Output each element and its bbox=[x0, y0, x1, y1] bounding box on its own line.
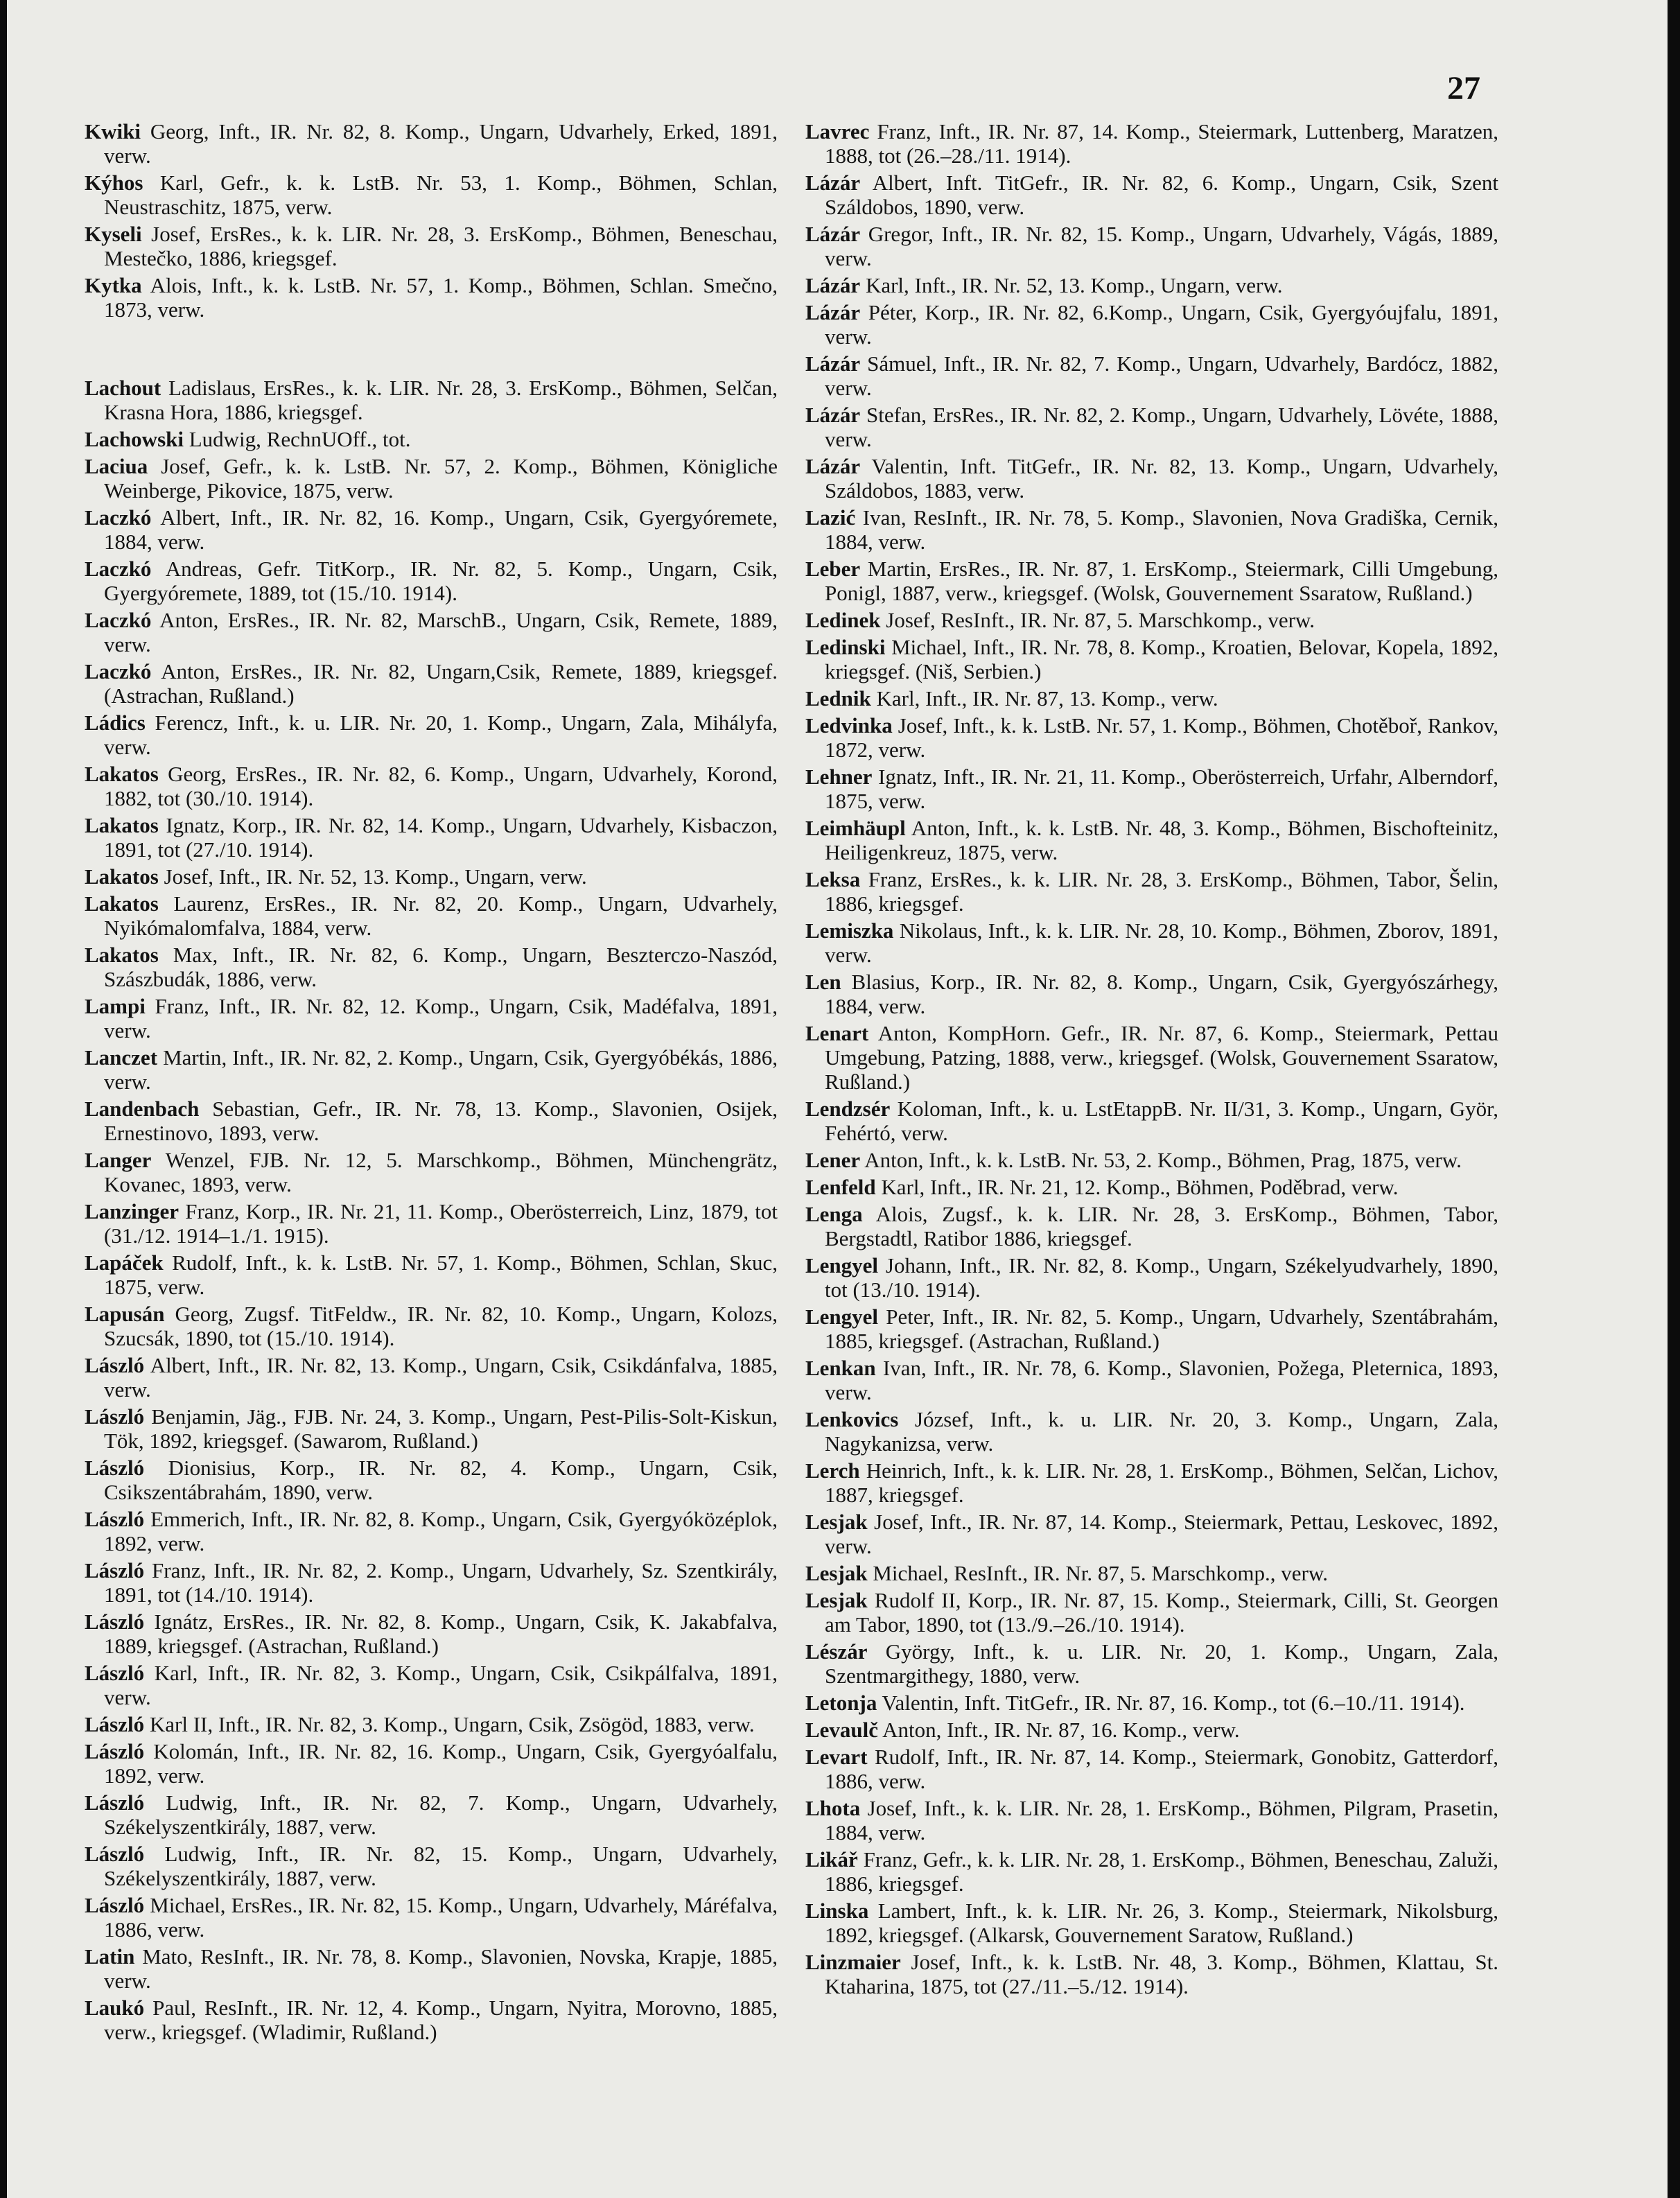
entry-surname: Lázár bbox=[805, 403, 861, 427]
entry-details: Ivan, Inft., IR. Nr. 78, 6. Komp., Slavonien, Požega, Pleternica, 1893, verw. bbox=[825, 1356, 1498, 1404]
register-entry bbox=[805, 867, 1498, 916]
entry-surname: Lenga bbox=[805, 1202, 863, 1226]
register-entry bbox=[85, 222, 778, 270]
register-entry bbox=[85, 1842, 778, 1890]
entry-surname: Lednik bbox=[805, 686, 871, 710]
entry-details: Valentin, Inft. TitGefr., IR. Nr. 87, 16. Komp., tot (6.–10./11. 1914). bbox=[882, 1691, 1465, 1715]
entry-surname: Ledvinka bbox=[805, 713, 893, 738]
register-entry bbox=[805, 635, 1498, 683]
section-gap bbox=[85, 324, 778, 376]
register-entry bbox=[85, 1097, 778, 1145]
entry-details: Johann, Inft., IR. Nr. 82, 8. Komp., Ungarn, Székelyudvarhely, 1890, tot (13./10. 1914). bbox=[825, 1253, 1499, 1302]
entry-details: Karl, Gefr., k. k. LstB. Nr. 53, 1. Komp., Böhmen, Schlan, Neustraschitz, 1875, verw. bbox=[104, 171, 778, 219]
register-entry bbox=[805, 1588, 1498, 1637]
entry-details: Martin, Inft., IR. Nr. 82, 2. Komp., Ungarn, Csik, Gyergyóbékás, 1886, verw. bbox=[104, 1045, 778, 1094]
entry-surname: Ledinek bbox=[805, 608, 881, 632]
entry-details: Kolomán, Inft., IR. Nr. 82, 16. Komp., Ungarn, Csik, Gyergyóalfalu, 1892, verw. bbox=[104, 1739, 778, 1788]
register-entry bbox=[805, 1097, 1498, 1145]
register-entry bbox=[805, 765, 1498, 813]
register-entry bbox=[85, 505, 778, 554]
register-entry bbox=[805, 816, 1498, 864]
entry-details: Franz, Inft., IR. Nr. 82, 2. Komp., Ungarn, Udvarhely, Sz. Szentkirály, 1891, tot (14./10. 1914). bbox=[104, 1558, 778, 1607]
entry-surname: Kyseli bbox=[85, 222, 142, 246]
entry-surname: Linska bbox=[805, 1899, 869, 1923]
entry-surname: László bbox=[85, 1456, 145, 1480]
left-column bbox=[85, 119, 778, 2047]
register-entry bbox=[805, 1148, 1498, 1172]
register-entry bbox=[85, 710, 778, 759]
entry-details: Alois, Zugsf., k. k. LIR. Nr. 28, 3. ErsKomp., Böhmen, Tabor, Bergstadtl, Ratibor 1886, kriegsgef. bbox=[825, 1202, 1498, 1250]
register-entry bbox=[805, 1561, 1498, 1585]
entry-surname: Kýhos bbox=[85, 171, 143, 195]
entry-surname: Lakatos bbox=[85, 864, 159, 889]
entry-surname: Lemiszka bbox=[805, 918, 894, 943]
entry-details: Rudolf, Inft., IR. Nr. 87, 14. Komp., Steiermark, Gonobitz, Gatterdorf, 1886, verw. bbox=[825, 1745, 1498, 1793]
entry-surname: Lanzinger bbox=[85, 1199, 180, 1223]
entry-surname: Lázár bbox=[805, 273, 861, 297]
entry-surname: Len bbox=[805, 970, 841, 994]
entry-details: Josef, Gefr., k. k. LstB. Nr. 57, 2. Komp., Böhmen, Königliche Weinberge, Pikovice, 1875, verw. bbox=[104, 454, 778, 503]
register-entry bbox=[805, 686, 1498, 710]
entry-surname: Lázár bbox=[805, 222, 861, 246]
entry-details: Ivan, ResInft., IR. Nr. 78, 5. Komp., Slavonien, Nova Gradiška, Cernik, 1884, verw. bbox=[825, 505, 1498, 554]
entry-surname: Lázár bbox=[805, 454, 861, 478]
entry-details: Blasius, Korp., IR. Nr. 82, 8. Komp., Ungarn, Csik, Gyergyószárhegy, 1884, verw. bbox=[825, 970, 1498, 1018]
register-entry bbox=[85, 1507, 778, 1555]
entry-details: Ignátz, ErsRes., IR. Nr. 82, 8. Komp., Ungarn, Csik, K. Jakabfalva, 1889, kriegsgef. (Astrachan, Rußland.) bbox=[104, 1610, 778, 1658]
entry-details: Rudolf II, Korp., IR. Nr. 87, 15. Komp., Steiermark, Cilli, St. Georgen am Tabor, 1890, tot (13./9.–26./10. 1914). bbox=[825, 1588, 1499, 1637]
register-entry bbox=[85, 1996, 778, 2044]
register-entry bbox=[805, 557, 1498, 605]
entry-surname: Laczkó bbox=[85, 557, 152, 581]
entry-surname: László bbox=[85, 1842, 145, 1866]
entry-surname: Latin bbox=[85, 1944, 135, 1969]
entry-surname: Lenkovics bbox=[805, 1407, 899, 1431]
entry-details: Alois, Inft., k. k. LstB. Nr. 57, 1. Komp., Böhmen, Schlan. Smečno, 1873, verw. bbox=[104, 273, 778, 322]
entry-details: Lambert, Inft., k. k. LIR. Nr. 26, 3. Komp., Steiermark, Nikolsburg, 1892, kriegsgef. (Alkarsk, Gouvernement Saratow, Rußland.) bbox=[825, 1899, 1498, 1947]
entry-details: Anton, Inft., k. k. LstB. Nr. 53, 2. Komp., Böhmen, Prag, 1875, verw. bbox=[864, 1148, 1462, 1172]
register-entry bbox=[85, 1558, 778, 1607]
entry-surname: Lapáček bbox=[85, 1250, 164, 1275]
entry-surname: Lehner bbox=[805, 765, 873, 789]
entry-surname: Levaulč bbox=[805, 1718, 879, 1742]
register-entry bbox=[85, 608, 778, 656]
entry-surname: Letonja bbox=[805, 1691, 877, 1715]
entry-surname: Lesjak bbox=[805, 1588, 868, 1612]
register-entry bbox=[85, 891, 778, 940]
entry-surname: Lakatos bbox=[85, 891, 159, 916]
entry-surname: László bbox=[85, 1893, 145, 1917]
register-entry bbox=[85, 659, 778, 708]
entry-details: Michael, ResInft., IR. Nr. 87, 5. Marschkomp., verw. bbox=[873, 1561, 1328, 1585]
entry-surname: Ládics bbox=[85, 710, 146, 735]
entry-surname: Kwiki bbox=[85, 119, 141, 143]
entry-surname: László bbox=[85, 1558, 145, 1582]
register-entry bbox=[805, 1510, 1498, 1558]
entry-details: Georg, ErsRes., IR. Nr. 82, 6. Komp., Ungarn, Udvarhely, Korond, 1882, tot (30./10. 1914). bbox=[104, 762, 778, 810]
register-entry bbox=[805, 918, 1498, 967]
register-entry bbox=[85, 1739, 778, 1788]
register-entry bbox=[805, 1718, 1498, 1742]
entry-details: Ignatz, Korp., IR. Nr. 82, 14. Komp., Ungarn, Udvarhely, Kisbaczon, 1891, tot (27./10. 1914). bbox=[104, 813, 778, 862]
entry-details: Michael, Inft., IR. Nr. 78, 8. Komp., Kroatien, Belovar, Kopela, 1892, kriegsgef. (Niš, Serbien.) bbox=[825, 635, 1498, 683]
register-entry bbox=[85, 171, 778, 219]
entry-details: Josef, ResInft., IR. Nr. 87, 5. Marschkomp., verw. bbox=[886, 608, 1315, 632]
entry-surname: Lázár bbox=[805, 300, 861, 324]
entry-details: Michael, ErsRes., IR. Nr. 82, 15. Komp., Ungarn, Udvarhely, Máréfalva, 1886, verw. bbox=[104, 1893, 778, 1942]
register-entry bbox=[805, 1796, 1498, 1844]
entry-details: Josef, Inft., k. k. LIR. Nr. 28, 1. ErsKomp., Böhmen, Pilgram, Prasetin, 1884, verw. bbox=[825, 1796, 1499, 1844]
entry-details: Max, Inft., IR. Nr. 82, 6. Komp., Ungarn, Beszterczo-Naszód, Szászbudák, 1886, verw. bbox=[104, 943, 778, 991]
page-number: 27 bbox=[1447, 70, 1480, 107]
entry-details: Georg, Zugsf. TitFeldw., IR. Nr. 82, 10. Komp., Ungarn, Kolozs, Szucsák, 1890, tot (15./10. 1914). bbox=[104, 1302, 778, 1350]
entry-surname: Leimhäupl bbox=[805, 816, 906, 840]
register-entry bbox=[805, 1458, 1498, 1507]
entry-surname: Linzmaier bbox=[805, 1950, 901, 1974]
register-entry bbox=[85, 1456, 778, 1504]
register-entry bbox=[805, 970, 1498, 1018]
register-entry bbox=[85, 1353, 778, 1402]
entry-details: Laurenz, ErsRes., IR. Nr. 82, 20. Komp., Ungarn, Udvarhely, Nyikómalomfalva, 1884, verw. bbox=[104, 891, 778, 940]
entry-surname: László bbox=[85, 1790, 145, 1815]
entry-details: Stefan, ErsRes., IR. Nr. 82, 2. Komp., Ungarn, Udvarhely, Lövéte, 1888, verw. bbox=[825, 403, 1499, 451]
register-entry bbox=[805, 1639, 1498, 1688]
register-entry bbox=[85, 427, 778, 451]
entry-details: Sámuel, Inft., IR. Nr. 82, 7. Komp., Ungarn, Udvarhely, Bardócz, 1882, verw. bbox=[825, 351, 1499, 400]
entry-surname: Lhota bbox=[805, 1796, 861, 1820]
register-entry bbox=[85, 1944, 778, 1993]
entry-details: Ladislaus, ErsRes., k. k. LIR. Nr. 28, 3. ErsKomp., Böhmen, Selčan, Krasna Hora, 1886, kriegsgef. bbox=[104, 376, 778, 424]
register-entry bbox=[85, 1610, 778, 1658]
entry-details: Albert, Inft. TitGefr., IR. Nr. 82, 6. Komp., Ungarn, Csik, Szent Száldobos, 1890, verw. bbox=[825, 171, 1498, 219]
entry-details: Karl, Inft., IR. Nr. 82, 3. Komp., Ungarn, Csik, Csikpálfalva, 1891, verw. bbox=[104, 1661, 778, 1709]
entry-details: Josef, Inft., k. k. LstB. Nr. 48, 3. Komp., Böhmen, Klattau, St. Ktaharina, 1875, tot (27./11.–5./12. 1914). bbox=[825, 1950, 1499, 1998]
entry-details: Anton, ErsRes., IR. Nr. 82, Ungarn,Csik, Remete, 1889, kriegsgef. (Astrachan, Rußland.) bbox=[104, 659, 778, 708]
entry-details: Anton, KompHorn. Gefr., IR. Nr. 87, 6. Komp., Steiermark, Pettau Umgebung, Patzing, 1888, verw., kriegsgef. (Wolsk, Gouvernement Ssaratow, Rußland.) bbox=[825, 1021, 1498, 1094]
entry-details: Mato, ResInft., IR. Nr. 78, 8. Komp., Slavonien, Novska, Krapje, 1885, verw. bbox=[104, 1944, 778, 1993]
entry-surname: Laukó bbox=[85, 1996, 145, 2020]
entry-surname: Ledinski bbox=[805, 635, 886, 659]
register-entry bbox=[85, 1893, 778, 1942]
entry-details: Josef, Inft., IR. Nr. 52, 13. Komp., Ungarn, verw. bbox=[164, 864, 587, 889]
entry-details: Péter, Korp., IR. Nr. 82, 6.Komp., Ungarn, Csik, Gyergyóujfalu, 1891, verw. bbox=[825, 300, 1498, 349]
entry-surname: László bbox=[85, 1610, 145, 1634]
entry-details: Karl II, Inft., IR. Nr. 82, 3. Komp., Ungarn, Csik, Zsögöd, 1883, verw. bbox=[149, 1712, 755, 1736]
register-entry bbox=[85, 1302, 778, 1350]
entry-details: Nikolaus, Inft., k. k. LIR. Nr. 28, 10. Komp., Böhmen, Zborov, 1891, verw. bbox=[825, 918, 1498, 967]
entry-details: Heinrich, Inft., k. k. LIR. Nr. 28, 1. ErsKomp., Böhmen, Selčan, Lichov, 1887, kriegsgef. bbox=[825, 1458, 1498, 1507]
entry-surname: László bbox=[85, 1353, 145, 1377]
entry-surname: Leber bbox=[805, 557, 861, 581]
entry-surname: Lazić bbox=[805, 505, 856, 530]
register-entry bbox=[805, 351, 1498, 400]
entry-surname: Leksa bbox=[805, 867, 861, 891]
entry-surname: László bbox=[85, 1712, 145, 1736]
register-entry bbox=[805, 1899, 1498, 1947]
entry-surname: Lener bbox=[805, 1148, 861, 1172]
register-entry bbox=[85, 943, 778, 991]
entry-surname: Lenfeld bbox=[805, 1175, 876, 1199]
register-entry bbox=[85, 762, 778, 810]
register-entry bbox=[85, 376, 778, 424]
entry-details: Albert, Inft., IR. Nr. 82, 16. Komp., Ungarn, Csik, Gyergyóremete, 1884, verw. bbox=[104, 505, 778, 554]
entry-surname: Lázár bbox=[805, 171, 861, 195]
entry-details: Anton, ErsRes., IR. Nr. 82, MarschB., Ungarn, Csik, Remete, 1889, verw. bbox=[104, 608, 778, 656]
register-entry bbox=[85, 1148, 778, 1196]
entry-details: Josef, Inft., k. k. LstB. Nr. 57, 1. Komp., Böhmen, Chotěboř, Rankov, 1872, verw. bbox=[825, 713, 1499, 762]
entry-surname: Laczkó bbox=[85, 608, 152, 632]
register-entry bbox=[805, 713, 1498, 762]
entry-surname: Laciua bbox=[85, 454, 148, 478]
entry-details: Karl, Inft., IR. Nr. 87, 13. Komp., verw. bbox=[876, 686, 1218, 710]
register-entry bbox=[805, 222, 1498, 270]
right-column bbox=[805, 119, 1498, 2001]
entry-details: Josef, Inft., IR. Nr. 87, 14. Komp., Steiermark, Pettau, Leskovec, 1892, verw. bbox=[825, 1510, 1498, 1558]
entry-surname: Lázár bbox=[805, 351, 861, 376]
register-entry bbox=[805, 171, 1498, 219]
entry-details: Anton, Inft., k. k. LstB. Nr. 48, 3. Komp., Böhmen, Bischofteinitz, Heiligenkreuz, 1875, verw. bbox=[825, 816, 1498, 864]
register-entry bbox=[85, 994, 778, 1043]
entry-details: Franz, Inft., IR. Nr. 87, 14. Komp., Steiermark, Luttenberg, Maratzen, 1888, tot (26.–28./11. 1914). bbox=[825, 119, 1499, 168]
register-entry bbox=[805, 1950, 1498, 1998]
register-entry bbox=[805, 1745, 1498, 1793]
entry-details: Koloman, Inft., k. u. LstEtappB. Nr. II/31, 3. Komp., Ungarn, Györ, Fehértó, verw. bbox=[825, 1097, 1498, 1145]
entry-details: Franz, Korp., IR. Nr. 21, 11. Komp., Oberösterreich, Linz, 1879, tot (31./12. 1914–1./1. 1915). bbox=[104, 1199, 778, 1248]
entry-details: Dionisius, Korp., IR. Nr. 82, 4. Komp., Ungarn, Csik, Csikszentábrahám, 1890, verw. bbox=[104, 1456, 778, 1504]
entry-details: Franz, ErsRes., k. k. LIR. Nr. 28, 3. ErsKomp., Böhmen, Tabor, Šelin, 1886, kriegsgef. bbox=[825, 867, 1498, 916]
register-entry bbox=[805, 1202, 1498, 1250]
entry-surname: Lenkan bbox=[805, 1356, 876, 1380]
register-entry bbox=[85, 119, 778, 168]
register-entry bbox=[85, 557, 778, 605]
entry-surname: Lavrec bbox=[805, 119, 870, 143]
entry-surname: László bbox=[85, 1507, 145, 1531]
entry-surname: Lesjak bbox=[805, 1561, 868, 1585]
entry-details: József, Inft., k. u. LIR. Nr. 20, 3. Komp., Ungarn, Zala, Nagykanizsa, verw. bbox=[825, 1407, 1499, 1456]
entry-details: Franz, Gefr., k. k. LIR. Nr. 28, 1. ErsKomp., Böhmen, Beneschau, Zaluži, 1886, kriegsgef. bbox=[825, 1847, 1498, 1896]
register-entry bbox=[85, 813, 778, 862]
entry-surname: Laczkó bbox=[85, 659, 152, 683]
register-entry bbox=[805, 1847, 1498, 1896]
entry-surname: Lenart bbox=[805, 1021, 869, 1045]
entry-details: Ludwig, RechnUOff., tot. bbox=[189, 427, 411, 451]
register-entry bbox=[85, 273, 778, 322]
register-entry bbox=[805, 119, 1498, 168]
entry-surname: Lapusán bbox=[85, 1302, 165, 1326]
entry-surname: Levart bbox=[805, 1745, 868, 1769]
entry-surname: Lakatos bbox=[85, 943, 159, 967]
entry-surname: Lesjak bbox=[805, 1510, 868, 1534]
register-entry bbox=[85, 1790, 778, 1839]
register-entry bbox=[805, 454, 1498, 503]
register-entry bbox=[805, 273, 1498, 297]
register-entry bbox=[85, 1250, 778, 1299]
register-entry bbox=[805, 1305, 1498, 1353]
register-entry bbox=[85, 454, 778, 503]
entry-surname: Kytka bbox=[85, 273, 142, 297]
entry-surname: Lachowski bbox=[85, 427, 184, 451]
entry-surname: Lanczet bbox=[85, 1045, 158, 1070]
register-entry bbox=[85, 1661, 778, 1709]
document-page bbox=[7, 0, 1668, 2198]
register-entry bbox=[805, 1021, 1498, 1094]
register-entry bbox=[805, 608, 1498, 632]
entry-details: Andreas, Gefr. TitKorp., IR. Nr. 82, 5. Komp., Ungarn, Csik, Gyergyóremete, 1889, tot (15./10. 1914). bbox=[104, 557, 778, 605]
entry-surname: Lerch bbox=[805, 1458, 860, 1483]
entry-surname: Landenbach bbox=[85, 1097, 200, 1121]
entry-details: Karl, Inft., IR. Nr. 21, 12. Komp., Böhmen, Poděbrad, verw. bbox=[881, 1175, 1399, 1199]
register-entry bbox=[805, 1175, 1498, 1199]
entry-surname: Laczkó bbox=[85, 505, 152, 530]
entry-surname: Lampi bbox=[85, 994, 146, 1018]
entry-surname: Lengyel bbox=[805, 1253, 879, 1277]
entry-surname: Lengyel bbox=[805, 1305, 879, 1329]
entry-details: Ignatz, Inft., IR. Nr. 21, 11. Komp., Oberösterreich, Urfahr, Alberndorf, 1875, verw. bbox=[825, 765, 1499, 813]
entry-details: Karl, Inft., IR. Nr. 52, 13. Komp., Ungarn, verw. bbox=[865, 273, 1283, 297]
entry-details: Emmerich, Inft., IR. Nr. 82, 8. Komp., Ungarn, Csik, Gyergyóközéplok, 1892, verw. bbox=[104, 1507, 778, 1555]
entry-surname: László bbox=[85, 1739, 145, 1763]
register-entry bbox=[805, 1407, 1498, 1456]
entry-surname: Langer bbox=[85, 1148, 152, 1172]
entry-surname: Lészár bbox=[805, 1639, 868, 1664]
entry-details: Ludwig, Inft., IR. Nr. 82, 15. Komp., Ungarn, Udvarhely, Székelyszentkirály, 1887, verw. bbox=[104, 1842, 778, 1890]
entry-surname: László bbox=[85, 1404, 145, 1429]
register-entry bbox=[85, 864, 778, 889]
entry-details: Valentin, Inft. TitGefr., IR. Nr. 82, 13. Komp., Ungarn, Udvarhely, Száldobos, 1883, verw. bbox=[825, 454, 1498, 503]
entry-details: Paul, ResInft., IR. Nr. 12, 4. Komp., Ungarn, Nyitra, Morovno, 1885, verw., kriegsgef. (Wladimir, Rußland.) bbox=[104, 1996, 778, 2044]
entry-details: Georg, Inft., IR. Nr. 82, 8. Komp., Ungarn, Udvarhely, Erked, 1891, verw. bbox=[104, 119, 778, 168]
register-entry bbox=[85, 1199, 778, 1248]
entry-details: Gregor, Inft., IR. Nr. 82, 15. Komp., Ungarn, Udvarhely, Vágás, 1889, verw. bbox=[825, 222, 1499, 270]
register-entry bbox=[805, 1691, 1498, 1715]
entry-surname: László bbox=[85, 1661, 145, 1685]
register-entry bbox=[85, 1404, 778, 1453]
register-entry bbox=[85, 1045, 778, 1094]
entry-details: Ludwig, Inft., IR. Nr. 82, 7. Komp., Ungarn, Udvarhely, Székelyszentkirály, 1887, verw. bbox=[104, 1790, 778, 1839]
entry-details: Peter, Inft., IR. Nr. 82, 5. Komp., Ungarn, Udvarhely, Szentábrahám, 1885, kriegsgef. (Astrachan, Rußland.) bbox=[825, 1305, 1498, 1353]
entry-details: Franz, Inft., IR. Nr. 82, 12. Komp., Ungarn, Csik, Madéfalva, 1891, verw. bbox=[104, 994, 778, 1043]
entry-details: Wenzel, FJB. Nr. 12, 5. Marschkomp., Böhmen, Münchengrätz, Kovanec, 1893, verw. bbox=[104, 1148, 778, 1196]
register-entry bbox=[805, 300, 1498, 349]
entry-details: Martin, ErsRes., IR. Nr. 87, 1. ErsKomp., Steiermark, Cilli Umgebung, Ponigl, 1887, verw., kriegsgef. (Wolsk, Gouvernement Ssaratow, Rußland.) bbox=[825, 557, 1498, 605]
entry-details: Josef, ErsRes., k. k. LIR. Nr. 28, 3. ErsKomp., Böhmen, Beneschau, Mestečko, 1886, kriegsgef. bbox=[104, 222, 778, 270]
entry-surname: Lendzsér bbox=[805, 1097, 891, 1121]
register-entry bbox=[805, 1253, 1498, 1302]
entry-details: Anton, Inft., IR. Nr. 87, 16. Komp., verw. bbox=[882, 1718, 1240, 1742]
entry-details: Albert, Inft., IR. Nr. 82, 13. Komp., Ungarn, Csik, Csikdánfalva, 1885, verw. bbox=[104, 1353, 778, 1402]
entry-surname: Lachout bbox=[85, 376, 161, 400]
register-entry bbox=[805, 1356, 1498, 1404]
register-entry bbox=[805, 403, 1498, 451]
entry-details: Rudolf, Inft., k. k. LstB. Nr. 57, 1. Komp., Böhmen, Schlan, Skuc, 1875, verw. bbox=[104, 1250, 778, 1299]
entry-details: Benjamin, Jäg., FJB. Nr. 24, 3. Komp., Ungarn, Pest-Pilis-Solt-Kiskun, Tök, 1892, kriegsgef. (Sawarom, Rußland.) bbox=[104, 1404, 778, 1453]
entry-details: Ferencz, Inft., k. u. LIR. Nr. 20, 1. Komp., Ungarn, Zala, Mihályfa, verw. bbox=[104, 710, 778, 759]
entry-surname: Likář bbox=[805, 1847, 858, 1872]
entry-surname: Lakatos bbox=[85, 762, 159, 786]
register-entry bbox=[805, 505, 1498, 554]
entry-details: György, Inft., k. u. LIR. Nr. 20, 1. Komp., Ungarn, Zala, Szentmargithegy, 1880, verw. bbox=[825, 1639, 1499, 1688]
register-entry bbox=[85, 1712, 778, 1736]
entry-details: Sebastian, Gefr., IR. Nr. 78, 13. Komp., Slavonien, Osijek, Ernestinovo, 1893, verw. bbox=[104, 1097, 778, 1145]
entry-surname: Lakatos bbox=[85, 813, 159, 837]
